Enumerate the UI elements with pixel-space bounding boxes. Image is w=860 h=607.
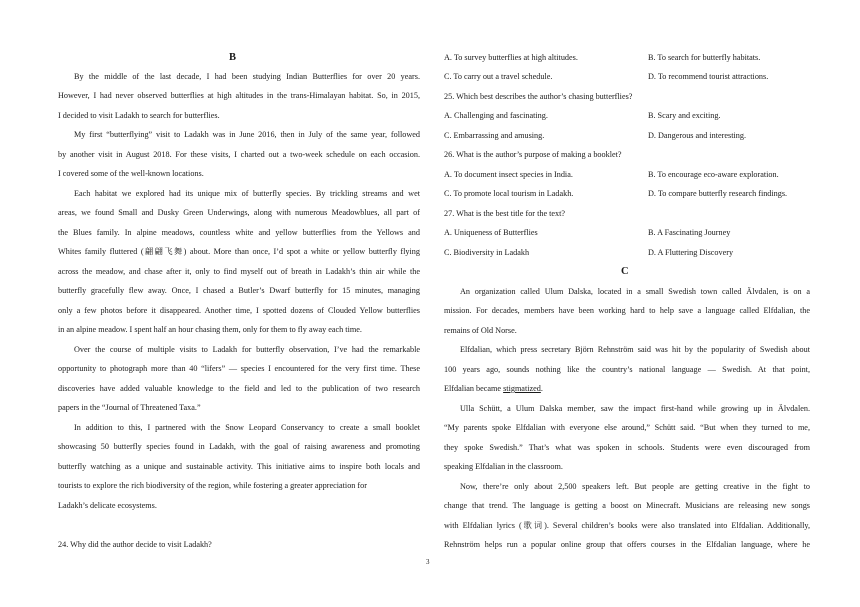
- underlined-word-stigmatized: stigmatized: [503, 384, 541, 393]
- passage-b-line: Over the course of multiple visits to Ladakh for butterfly observation, I’ve had the remarkable: [74, 345, 420, 354]
- passage-c-line: Ulla Schütt, a Ulum Dalska member, saw the impact first-hand while growing up in Älvdalen.: [460, 404, 810, 413]
- page-number: 3: [426, 558, 430, 566]
- question-24-stem: 24. Why did the author decide to visit Ladakh?: [58, 540, 212, 549]
- q27-option-c[interactable]: C. Biodiversity in Ladakh: [444, 248, 530, 257]
- passage-c-line: they spoke Swedish.” That’s what was spoken in schools. Students were even discouraged from: [444, 443, 810, 452]
- passage-b-line: By the middle of the last decade, I had been studying Indian Butterflies for over 20 years.: [74, 72, 420, 81]
- passage-c-line: remains of Old Norse.: [444, 326, 517, 335]
- passage-b-line: across the meadow, and chase after it, only to find myself out of breath in Ladakh’s thin air while the: [58, 267, 420, 276]
- passage-c-line: Elfdalian, which press secretary Björn Rehnström said was hit by the popularity of Swedish about: [460, 345, 810, 354]
- passage-b-line: Whites family fluttered (翩翩飞舞) about. More than once, I’d spot a white or yellow butterfly flying: [58, 247, 420, 256]
- passage-c-line: Rehnström helps run a popular online group that offers courses in the Elfdalian language, where he: [444, 540, 810, 549]
- passage-b-line: butterfly watching as a unique and sustainable activity. This initiative aims to inspire both locals and: [58, 462, 420, 471]
- passage-b-line: areas, we found Small and Dusky Green Underwings, along with numerous Meadowblues, all part of: [58, 208, 420, 217]
- passage-b-line: butterfly gracefully flew away. Once, I chased a Butler’s Dwarf butterfly for 15 minutes, managing: [58, 286, 420, 295]
- passage-b-line: In addition to this, I partnered with the Snow Leopard Conservancy to create a small booklet: [74, 423, 420, 432]
- passage-c-line: change that trend. The language is getting a boost on Minecraft. Musicians are releasing new songs: [444, 501, 810, 510]
- passage-c-text: Elfdalian became: [444, 384, 504, 393]
- question-27-stem: 27. What is the best title for the text?: [444, 209, 566, 218]
- q24-option-a[interactable]: A. To survey butterflies at high altitudes.: [444, 53, 578, 62]
- passage-c-line: speaking Elfdalian in the classroom.: [444, 462, 563, 471]
- passage-b-line: in an alpine meadow. I spent half an hour chasing them, only for them to fly away each time.: [58, 325, 362, 334]
- section-c-label: C: [621, 266, 629, 277]
- passage-b-line: My first “butterflying” visit to Ladakh was in June 2016, then in July of the same year, followed: [74, 130, 420, 139]
- q25-option-b[interactable]: B. Scary and exciting.: [648, 111, 721, 120]
- passage-b-line: However, I had never observed butterflies at high altitudes in the trans-Himalayan habitat. So, in 2015,: [58, 91, 420, 100]
- passage-c-line: mission. For decades, members have been working hard to help save a language called Elfdalian, the: [444, 306, 810, 315]
- q26-option-b[interactable]: B. To encourage eco-aware exploration.: [648, 170, 779, 179]
- q27-option-d[interactable]: D. A Fluttering Discovery: [648, 248, 734, 257]
- q26-option-c[interactable]: C. To promote local tourism in Ladakh.: [444, 189, 574, 198]
- q26-option-d[interactable]: D. To compare butterfly research findings.: [648, 189, 788, 198]
- q24-option-c[interactable]: C. To carry out a travel schedule.: [444, 72, 553, 81]
- passage-c-line: with Elfdalian lyrics (歌词). Several children’s books were also translated into Elfdalian. Additionally,: [444, 521, 810, 530]
- q27-option-b[interactable]: B. A Fascinating Journey: [648, 228, 731, 237]
- q25-option-a[interactable]: A. Challenging and fascinating.: [444, 111, 548, 120]
- passage-b-line: only a few photos before it disappeared. Another time, I spotted dozens of Clouded Yellow butterflies: [58, 306, 420, 315]
- question-25-stem: 25. Which best describes the author’s chasing butterflies?: [444, 92, 633, 101]
- q24-option-d[interactable]: D. To recommend tourist attractions.: [648, 72, 769, 81]
- passage-c-line: Now, there’re only about 2,500 speakers left. But people are getting creative in the fight to: [460, 482, 810, 491]
- passage-b-line: papers in the “Journal of Threatened Taxa.”: [58, 403, 201, 412]
- q27-option-a[interactable]: A. Uniqueness of Butterflies: [444, 228, 538, 237]
- passage-c-line: An organization called Ulum Dalska, located in a small Swedish town called Älvdalen, is on a: [460, 287, 810, 296]
- passage-b-line: I covered some of the well-known locations.: [58, 169, 204, 178]
- passage-b-line: tourists to explore the rich biodiversity of the region, while fostering a greater appreciation for: [58, 481, 367, 490]
- passage-c-line: [444, 384, 543, 394]
- section-b-label: B: [229, 52, 237, 63]
- q26-option-a[interactable]: A. To document insect species in India.: [444, 170, 573, 179]
- passage-b-line: opportunity to photograph more than 40 “lifers” — species I encountered for the very first time. These: [58, 364, 420, 373]
- passage-b-line: showcasing 50 butterfly species found in Ladakh, with the goal of raising awareness and promoting: [58, 442, 420, 451]
- passage-b-line: the Blues family. In alpine meadows, countless white and yellow butterflies from the Yellows and: [58, 228, 420, 237]
- q25-option-c[interactable]: C. Embarrassing and amusing.: [444, 131, 545, 140]
- question-26-stem: 26. What is the author’s purpose of making a booklet?: [444, 150, 622, 159]
- passage-c-text: .: [540, 384, 543, 393]
- q25-option-d[interactable]: D. Dangerous and interesting.: [648, 131, 746, 140]
- passage-c-line: 100 years ago, sounds nothing like the country’s national language — Swedish. At that point,: [444, 365, 810, 374]
- passage-b-line: by another visit in August 2018. For these visits, I charted out a two-week schedule on each occasion.: [58, 150, 420, 159]
- q24-option-b[interactable]: B. To search for butterfly habitats.: [648, 53, 761, 62]
- passage-b-line: Ladakh’s delicate ecosystems.: [58, 501, 157, 510]
- passage-c-line: “My parents spoke Elfdalian with everyone else around,” Schütt said. “But when they turned to me,: [444, 423, 810, 432]
- passage-b-line: I decided to visit Ladakh to search for butterflies.: [58, 111, 220, 120]
- passage-b-line: Each habitat we explored had its unique mix of butterfly species. By trickling streams and wet: [74, 189, 420, 198]
- passage-b-line: discoveries have added valuable knowledge to the field and led to the publication of two research: [58, 384, 420, 393]
